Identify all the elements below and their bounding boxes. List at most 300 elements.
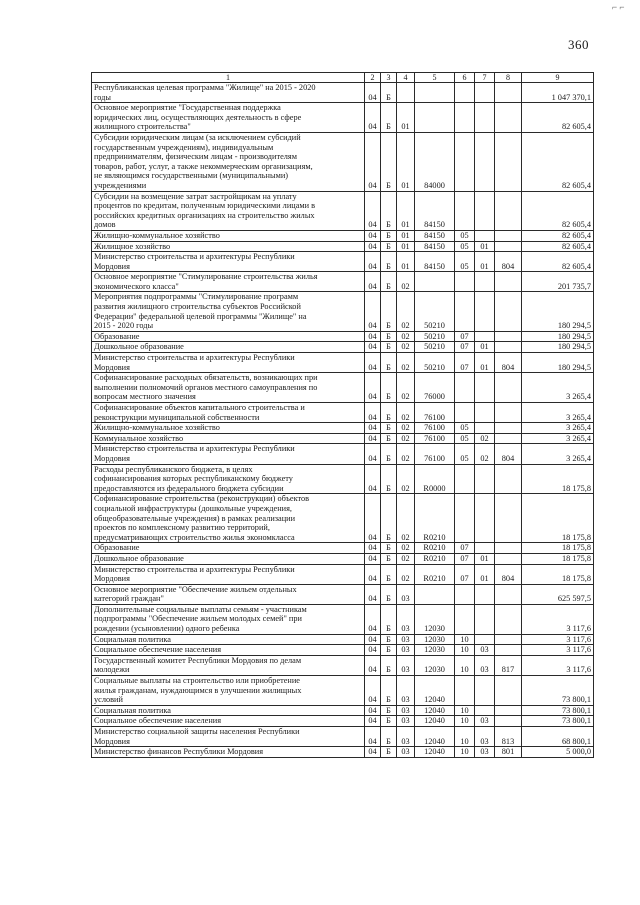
subprogram-code-cell: Б xyxy=(381,604,397,634)
ministry-code-cell xyxy=(495,103,522,133)
target-code-cell: 04 xyxy=(365,353,381,373)
measure-code-cell: 02 xyxy=(397,292,415,331)
ministry-code-cell: 804 xyxy=(495,353,522,373)
section-cell xyxy=(455,494,475,543)
target-code-cell: 04 xyxy=(365,676,381,706)
subprogram-code-cell: Б xyxy=(381,132,397,191)
expense-direction-cell: 84150 xyxy=(415,230,455,241)
row-name-cell: Софинансирование строительства (реконструкции) объектов социальной инфраструктуры (дошкольные учреждения, общеобразовательные учреждения) в рамках реализации проектов по комплексному развитию территорий, предусматривающих строительство жилья экономкласса xyxy=(92,494,365,543)
amount-cell: 82 605,4 xyxy=(522,230,594,241)
measure-code-cell: 03 xyxy=(397,705,415,716)
section-cell: 07 xyxy=(455,353,475,373)
subprogram-code-cell: Б xyxy=(381,655,397,675)
expense-direction-cell xyxy=(415,83,455,103)
section-cell: 10 xyxy=(455,634,475,645)
amount-cell: 180 294,5 xyxy=(522,353,594,373)
table-row xyxy=(92,564,594,584)
subprogram-code-cell: Б xyxy=(381,727,397,747)
section-cell: 10 xyxy=(455,747,475,758)
target-code-cell: 04 xyxy=(365,331,381,342)
target-code-cell: 04 xyxy=(365,727,381,747)
subprogram-code-cell: Б xyxy=(381,230,397,241)
amount-cell: 5 000,0 xyxy=(522,747,594,758)
row-name-cell: Расходы республиканского бюджета, в целях софинансирования которых республиканскому бюджету предоставляются из федерального бюджета субсидии xyxy=(92,464,365,494)
subprogram-code-cell: Б xyxy=(381,645,397,656)
measure-code-cell: 03 xyxy=(397,634,415,645)
target-code-cell: 04 xyxy=(365,464,381,494)
ministry-code-cell xyxy=(495,241,522,252)
section-cell: 05 xyxy=(455,433,475,444)
column-number-header: 3 xyxy=(381,73,397,83)
amount-cell: 82 605,4 xyxy=(522,132,594,191)
table-row xyxy=(92,403,594,423)
expense-direction-cell: 12040 xyxy=(415,716,455,727)
target-code-cell: 04 xyxy=(365,444,381,464)
section-cell xyxy=(455,464,475,494)
row-name-cell: Софинансирование расходных обязательств, возникающих при выполнении полномочий органов местного самоуправления по вопросам местного значения xyxy=(92,373,365,403)
subsection-cell xyxy=(475,494,495,543)
target-code-cell: 04 xyxy=(365,494,381,543)
subsection-cell xyxy=(475,272,495,292)
subsection-cell: 03 xyxy=(475,747,495,758)
table-row xyxy=(92,645,594,656)
measure-code-cell: 02 xyxy=(397,553,415,564)
column-number-header: 5 xyxy=(415,73,455,83)
measure-code-cell: 03 xyxy=(397,747,415,758)
table-row xyxy=(92,191,594,230)
row-name-cell: Министерство финансов Республики Мордовия xyxy=(92,747,365,758)
table-body xyxy=(92,83,594,758)
row-name-cell: Министерство социальной защиты населения Республики Мордовия xyxy=(92,727,365,747)
ministry-code-cell: 801 xyxy=(495,747,522,758)
table-row xyxy=(92,747,594,758)
section-cell: 10 xyxy=(455,655,475,675)
measure-code-cell: 03 xyxy=(397,645,415,656)
budget-table xyxy=(91,72,594,758)
ministry-code-cell xyxy=(495,716,522,727)
target-code-cell: 04 xyxy=(365,433,381,444)
subsection-cell xyxy=(475,403,495,423)
expense-direction-cell: 12030 xyxy=(415,634,455,645)
column-number-header: 1 xyxy=(92,73,365,83)
table-row xyxy=(92,634,594,645)
measure-code-cell: 01 xyxy=(397,241,415,252)
measure-code-cell: 03 xyxy=(397,716,415,727)
ministry-code-cell xyxy=(495,272,522,292)
expense-direction-cell: 76100 xyxy=(415,433,455,444)
target-code-cell: 04 xyxy=(365,634,381,645)
amount-cell: 18 175,8 xyxy=(522,564,594,584)
ministry-code-cell xyxy=(495,403,522,423)
ministry-code-cell: 817 xyxy=(495,655,522,675)
row-name-cell: Социальное обеспечение населения xyxy=(92,645,365,656)
measure-code-cell: 03 xyxy=(397,727,415,747)
column-number-header: 9 xyxy=(522,73,594,83)
section-cell: 05 xyxy=(455,230,475,241)
subsection-cell: 02 xyxy=(475,433,495,444)
column-number-header: 6 xyxy=(455,73,475,83)
measure-code-cell: 02 xyxy=(397,331,415,342)
table-row xyxy=(92,543,594,554)
section-cell: 05 xyxy=(455,241,475,252)
target-code-cell: 04 xyxy=(365,716,381,727)
subsection-cell: 03 xyxy=(475,655,495,675)
amount-cell: 3 117,6 xyxy=(522,634,594,645)
amount-cell: 18 175,8 xyxy=(522,464,594,494)
subsection-cell xyxy=(475,634,495,645)
expense-direction-cell: 12030 xyxy=(415,604,455,634)
table-row xyxy=(92,83,594,103)
row-name-cell: Основное мероприятие "Обеспечение жильем отдельных категорий граждан" xyxy=(92,584,365,604)
expense-direction-cell: 76100 xyxy=(415,444,455,464)
expense-direction-cell: 12030 xyxy=(415,655,455,675)
table-row xyxy=(92,230,594,241)
row-name-cell: Образование xyxy=(92,543,365,554)
measure-code-cell: 01 xyxy=(397,252,415,272)
table-row xyxy=(92,553,594,564)
corner-mark: ⌐ ⌐ xyxy=(612,2,625,12)
subsection-cell xyxy=(475,423,495,434)
section-cell: 05 xyxy=(455,423,475,434)
ministry-code-cell: 804 xyxy=(495,252,522,272)
table-row xyxy=(92,241,594,252)
target-code-cell: 04 xyxy=(365,252,381,272)
table-row xyxy=(92,331,594,342)
ministry-code-cell xyxy=(495,584,522,604)
ministry-code-cell xyxy=(495,645,522,656)
amount-cell: 201 735,7 xyxy=(522,272,594,292)
measure-code-cell: 02 xyxy=(397,342,415,353)
amount-cell: 180 294,5 xyxy=(522,342,594,353)
section-cell xyxy=(455,604,475,634)
row-name-cell: Жилищное хозяйство xyxy=(92,241,365,252)
ministry-code-cell: 804 xyxy=(495,444,522,464)
measure-code-cell: 02 xyxy=(397,272,415,292)
section-cell xyxy=(455,83,475,103)
amount-cell: 180 294,5 xyxy=(522,292,594,331)
section-cell xyxy=(455,292,475,331)
table-row xyxy=(92,132,594,191)
amount-cell: 82 605,4 xyxy=(522,103,594,133)
measure-code-cell: 02 xyxy=(397,494,415,543)
ministry-code-cell xyxy=(495,230,522,241)
amount-cell: 68 800,1 xyxy=(522,727,594,747)
section-cell xyxy=(455,584,475,604)
expense-direction-cell: 12040 xyxy=(415,705,455,716)
row-name-cell: Дополнительные социальные выплаты семьям - участникам подпрограммы "Обеспечение жильем молодых семей" при рождении (усыновлении) одного ребенка xyxy=(92,604,365,634)
subsection-cell: 01 xyxy=(475,353,495,373)
table-row xyxy=(92,716,594,727)
ministry-code-cell xyxy=(495,292,522,331)
subprogram-code-cell: Б xyxy=(381,543,397,554)
section-cell xyxy=(455,373,475,403)
table-row xyxy=(92,676,594,706)
subsection-cell xyxy=(475,676,495,706)
subsection-cell: 03 xyxy=(475,727,495,747)
target-code-cell: 04 xyxy=(365,655,381,675)
subprogram-code-cell: Б xyxy=(381,564,397,584)
column-number-header: 7 xyxy=(475,73,495,83)
section-cell: 07 xyxy=(455,543,475,554)
page-number: 360 xyxy=(568,37,589,52)
column-number-header: 8 xyxy=(495,73,522,83)
target-code-cell: 04 xyxy=(365,747,381,758)
target-code-cell: 04 xyxy=(365,645,381,656)
table-row xyxy=(92,423,594,434)
table-row xyxy=(92,494,594,543)
row-name-cell: Министерство строительства и архитектуры Республики Мордовия xyxy=(92,252,365,272)
subprogram-code-cell: Б xyxy=(381,634,397,645)
subprogram-code-cell: Б xyxy=(381,747,397,758)
ministry-code-cell xyxy=(495,132,522,191)
expense-direction-cell: 84000 xyxy=(415,132,455,191)
section-cell: 07 xyxy=(455,342,475,353)
subprogram-code-cell: Б xyxy=(381,716,397,727)
subsection-cell: 01 xyxy=(475,241,495,252)
subsection-cell xyxy=(475,83,495,103)
target-code-cell: 04 xyxy=(365,342,381,353)
section-cell: 10 xyxy=(455,716,475,727)
table-row xyxy=(92,373,594,403)
amount-cell: 82 605,4 xyxy=(522,191,594,230)
target-code-cell: 04 xyxy=(365,373,381,403)
row-name-cell: Софинансирование объектов капитального строительства и реконструкции муниципальной собственности xyxy=(92,403,365,423)
subsection-cell xyxy=(475,292,495,331)
table-row xyxy=(92,433,594,444)
target-code-cell: 04 xyxy=(365,543,381,554)
subsection-cell: 02 xyxy=(475,444,495,464)
subprogram-code-cell: Б xyxy=(381,83,397,103)
target-code-cell: 04 xyxy=(365,230,381,241)
ministry-code-cell xyxy=(495,494,522,543)
amount-cell: 3 117,6 xyxy=(522,645,594,656)
row-name-cell: Социальные выплаты на строительство или приобретение жилья гражданам, нуждающимся в улучшении жилищных условий xyxy=(92,676,365,706)
row-name-cell: Республиканская целевая программа "Жилище" на 2015 - 2020 годы xyxy=(92,83,365,103)
expense-direction-cell: 12040 xyxy=(415,727,455,747)
amount-cell: 1 047 370,1 xyxy=(522,83,594,103)
measure-code-cell: 01 xyxy=(397,191,415,230)
ministry-code-cell xyxy=(495,676,522,706)
subsection-cell: 01 xyxy=(475,252,495,272)
subsection-cell: 01 xyxy=(475,553,495,564)
row-name-cell: Субсидии юридическим лицам (за исключением субсидий государственным учреждениям), индивидуальным предпринимателям, физическим лицам - производителям товаров, работ, услуг, а также некоммерческим организациям, не являющимся государственными (муниципальными) учреждениями xyxy=(92,132,365,191)
row-name-cell: Государственный комитет Республики Мордовия по делам молодежи xyxy=(92,655,365,675)
subsection-cell: 03 xyxy=(475,716,495,727)
row-name-cell: Дошкольное образование xyxy=(92,553,365,564)
amount-cell: 18 175,8 xyxy=(522,494,594,543)
subprogram-code-cell: Б xyxy=(381,103,397,133)
subprogram-code-cell: Б xyxy=(381,331,397,342)
measure-code-cell: 02 xyxy=(397,464,415,494)
ministry-code-cell xyxy=(495,464,522,494)
subprogram-code-cell: Б xyxy=(381,191,397,230)
expense-direction-cell: 12040 xyxy=(415,747,455,758)
amount-cell: 82 605,4 xyxy=(522,252,594,272)
subprogram-code-cell: Б xyxy=(381,353,397,373)
ministry-code-cell xyxy=(495,634,522,645)
amount-cell: 3 265,4 xyxy=(522,373,594,403)
measure-code-cell: 02 xyxy=(397,543,415,554)
expense-direction-cell: 76100 xyxy=(415,403,455,423)
target-code-cell: 04 xyxy=(365,564,381,584)
measure-code-cell: 03 xyxy=(397,584,415,604)
subprogram-code-cell: Б xyxy=(381,584,397,604)
ministry-code-cell xyxy=(495,191,522,230)
amount-cell: 3 265,4 xyxy=(522,444,594,464)
row-name-cell: Основное мероприятие "Стимулирование строительства жилья экономического класса" xyxy=(92,272,365,292)
table-row xyxy=(92,353,594,373)
ministry-code-cell xyxy=(495,423,522,434)
expense-direction-cell: R0210 xyxy=(415,543,455,554)
section-cell xyxy=(455,132,475,191)
amount-cell: 3 265,4 xyxy=(522,433,594,444)
ministry-code-cell xyxy=(495,373,522,403)
target-code-cell: 04 xyxy=(365,604,381,634)
subsection-cell xyxy=(475,331,495,342)
subsection-cell xyxy=(475,464,495,494)
amount-cell: 18 175,8 xyxy=(522,543,594,554)
measure-code-cell: 03 xyxy=(397,676,415,706)
expense-direction-cell: R0210 xyxy=(415,553,455,564)
row-name-cell: Министерство строительства и архитектуры Республики Мордовия xyxy=(92,564,365,584)
ministry-code-cell xyxy=(495,342,522,353)
target-code-cell: 04 xyxy=(365,132,381,191)
measure-code-cell: 03 xyxy=(397,655,415,675)
table-row xyxy=(92,342,594,353)
subprogram-code-cell: Б xyxy=(381,241,397,252)
subprogram-code-cell: Б xyxy=(381,373,397,403)
section-cell: 05 xyxy=(455,444,475,464)
row-name-cell: Дошкольное образование xyxy=(92,342,365,353)
measure-code-cell: 02 xyxy=(397,373,415,403)
subprogram-code-cell: Б xyxy=(381,444,397,464)
table-row xyxy=(92,705,594,716)
subprogram-code-cell: Б xyxy=(381,676,397,706)
subsection-cell xyxy=(475,584,495,604)
expense-direction-cell: R0210 xyxy=(415,494,455,543)
column-number-header: 4 xyxy=(397,73,415,83)
subsection-cell xyxy=(475,373,495,403)
subprogram-code-cell: Б xyxy=(381,423,397,434)
section-cell: 10 xyxy=(455,705,475,716)
row-name-cell: Министерство строительства и архитектуры Республики Мордовия xyxy=(92,353,365,373)
amount-cell: 180 294,5 xyxy=(522,331,594,342)
subsection-cell: 03 xyxy=(475,645,495,656)
measure-code-cell xyxy=(397,83,415,103)
expense-direction-cell: R0210 xyxy=(415,564,455,584)
ministry-code-cell: 813 xyxy=(495,727,522,747)
amount-cell: 3 117,6 xyxy=(522,604,594,634)
row-name-cell: Министерство строительства и архитектуры Республики Мордовия xyxy=(92,444,365,464)
table-header-row xyxy=(92,73,594,83)
section-cell xyxy=(455,103,475,133)
expense-direction-cell xyxy=(415,272,455,292)
expense-direction-cell: 76000 xyxy=(415,373,455,403)
expense-direction-cell: 84150 xyxy=(415,241,455,252)
expense-direction-cell: 50210 xyxy=(415,331,455,342)
ministry-code-cell: 804 xyxy=(495,564,522,584)
subsection-cell xyxy=(475,103,495,133)
expense-direction-cell: 50210 xyxy=(415,353,455,373)
table-row xyxy=(92,655,594,675)
row-name-cell: Коммунальное хозяйство xyxy=(92,433,365,444)
expense-direction-cell: 84150 xyxy=(415,191,455,230)
table-row xyxy=(92,272,594,292)
target-code-cell: 04 xyxy=(365,103,381,133)
expense-direction-cell: 76100 xyxy=(415,423,455,434)
table-row xyxy=(92,464,594,494)
amount-cell: 3 265,4 xyxy=(522,403,594,423)
table-row xyxy=(92,444,594,464)
section-cell: 10 xyxy=(455,645,475,656)
table-row xyxy=(92,292,594,331)
amount-cell: 82 605,4 xyxy=(522,241,594,252)
subprogram-code-cell: Б xyxy=(381,292,397,331)
table-row xyxy=(92,103,594,133)
amount-cell: 73 800,1 xyxy=(522,716,594,727)
subprogram-code-cell: Б xyxy=(381,252,397,272)
amount-cell: 73 800,1 xyxy=(522,705,594,716)
measure-code-cell: 01 xyxy=(397,103,415,133)
measure-code-cell: 02 xyxy=(397,433,415,444)
subprogram-code-cell: Б xyxy=(381,272,397,292)
target-code-cell: 04 xyxy=(365,403,381,423)
target-code-cell: 04 xyxy=(365,292,381,331)
subsection-cell: 01 xyxy=(475,564,495,584)
section-cell: 07 xyxy=(455,553,475,564)
subsection-cell xyxy=(475,191,495,230)
section-cell xyxy=(455,676,475,706)
section-cell: 05 xyxy=(455,252,475,272)
ministry-code-cell xyxy=(495,433,522,444)
measure-code-cell: 01 xyxy=(397,230,415,241)
subsection-cell xyxy=(475,230,495,241)
section-cell xyxy=(455,272,475,292)
measure-code-cell: 02 xyxy=(397,444,415,464)
subprogram-code-cell: Б xyxy=(381,553,397,564)
measure-code-cell: 01 xyxy=(397,132,415,191)
target-code-cell: 04 xyxy=(365,241,381,252)
expense-direction-cell: R0000 xyxy=(415,464,455,494)
row-name-cell: Образование xyxy=(92,331,365,342)
ministry-code-cell xyxy=(495,543,522,554)
measure-code-cell: 02 xyxy=(397,353,415,373)
row-name-cell: Социальная политика xyxy=(92,634,365,645)
section-cell: 07 xyxy=(455,331,475,342)
section-cell: 10 xyxy=(455,727,475,747)
subsection-cell xyxy=(475,543,495,554)
row-name-cell: Основное мероприятие "Государственная поддержка юридических лиц, осуществляющих деятельность в сфере жилищного строительства" xyxy=(92,103,365,133)
amount-cell: 3 265,4 xyxy=(522,423,594,434)
row-name-cell: Субсидии на возмещение затрат застройщикам на уплату процентов по кредитам, полученным юридическими лицами в российских кредитных организациях на строительство жилых домов xyxy=(92,191,365,230)
expense-direction-cell: 12040 xyxy=(415,676,455,706)
subprogram-code-cell: Б xyxy=(381,494,397,543)
measure-code-cell: 02 xyxy=(397,423,415,434)
row-name-cell: Жилищно-коммунальное хозяйство xyxy=(92,423,365,434)
target-code-cell: 04 xyxy=(365,553,381,564)
target-code-cell: 04 xyxy=(365,584,381,604)
ministry-code-cell xyxy=(495,705,522,716)
ministry-code-cell xyxy=(495,553,522,564)
ministry-code-cell xyxy=(495,331,522,342)
target-code-cell: 04 xyxy=(365,423,381,434)
subprogram-code-cell: Б xyxy=(381,342,397,353)
expense-direction-cell: 12030 xyxy=(415,645,455,656)
section-cell: 07 xyxy=(455,564,475,584)
column-number-header: 2 xyxy=(365,73,381,83)
ministry-code-cell xyxy=(495,604,522,634)
expense-direction-cell xyxy=(415,103,455,133)
